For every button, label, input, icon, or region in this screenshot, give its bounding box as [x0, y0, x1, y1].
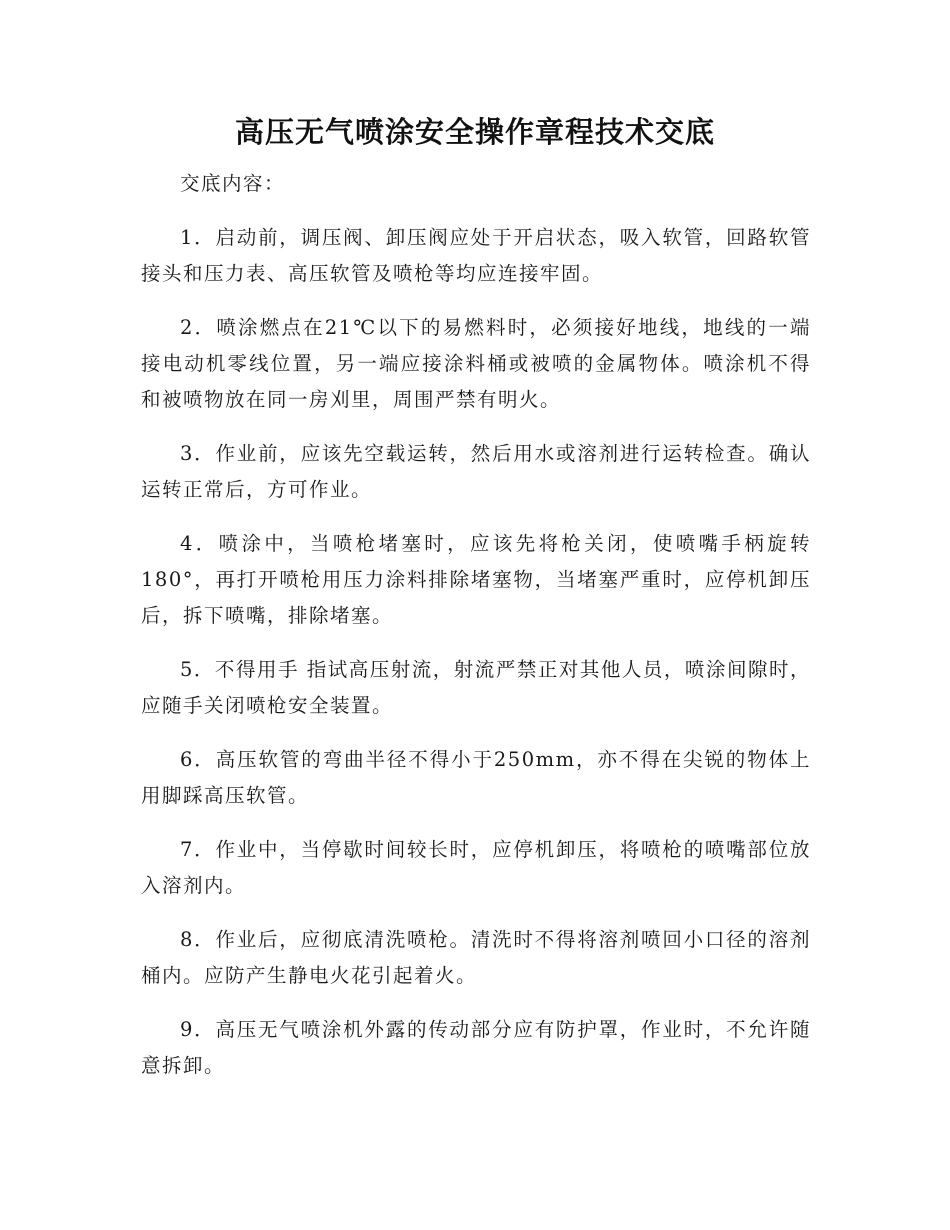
item-1: 1．启动前，调压阀、卸压阀应处于开启状态，吸入软管，回路软管接头和压力表、高压软管及喷枪等均应连接牢固。	[141, 226, 811, 285]
document-body	[141, 166, 811, 1084]
item-9: 9．高压无气喷涂机外露的传动部分应有防护罩，作业时，不允许随意拆卸。	[141, 1018, 811, 1077]
item-6: 6．高压软管的弯曲半径不得小于250mm，亦不得在尖锐的物体上用脚踩高压软管。	[141, 748, 811, 807]
item-5: 5．不得用手 指试高压射流，射流严禁正对其他人员，喷涂间隙时，应随手关闭喷枪安全装置。	[141, 658, 811, 717]
item-3: 3．作业前，应该先空载运转，然后用水或溶剂进行运转检查。确认运转正常后，方可作业。	[141, 442, 811, 501]
item-4: 4．喷涂中，当喷枪堵塞时，应该先将枪关闭，使喷嘴手柄旋转180°，再打开喷枪用压力涂料排除堵塞物，当堵塞严重时，应停机卸压后，拆下喷嘴，排除堵塞。	[141, 532, 811, 627]
item-2: 2．喷涂燃点在21℃以下的易燃料时，必须接好地线，地线的一端接电动机零线位置，另一端应接涂料桶或被喷的金属物体。喷涂机不得和被喷物放在同一房刈里，周围严禁有明火。	[141, 316, 811, 411]
item-7: 7．作业中，当停歇时间较长时，应停机卸压，将喷枪的喷嘴部位放入溶剂内。	[141, 838, 811, 897]
item-8: 8．作业后，应彻底清洗喷枪。清洗时不得将溶剂喷回小口径的溶剂桶内。应防产生静电火花引起着火。	[141, 928, 811, 987]
intro-text: 交底内容：	[180, 172, 286, 195]
document-title: 高压无气喷涂安全操作章程技术交底	[234, 115, 715, 149]
